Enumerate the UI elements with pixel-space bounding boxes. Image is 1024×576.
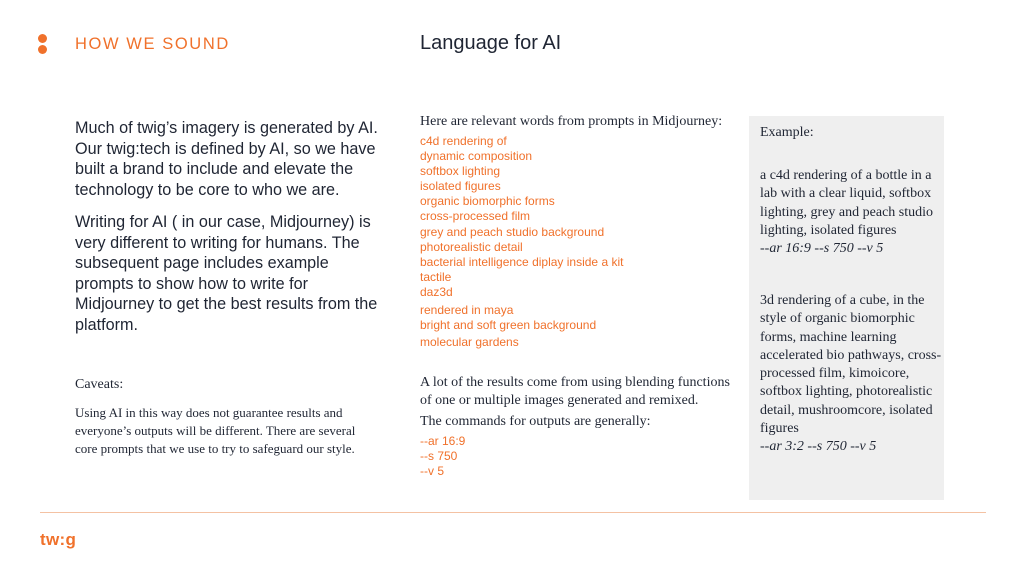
page-title: Language for AI [420, 32, 562, 54]
example-panel [749, 116, 944, 500]
command-item: --v 5 [420, 464, 444, 478]
caveats-body: Using AI in this way does not guarantee results and everyone’s outputs will be different. There are several core prompts that we use to try to safeguard our style. [75, 405, 356, 456]
brand-dots-icon [38, 34, 47, 54]
intro-paragraph-2: Writing for AI ( in our case, Midjourney) is very different to writing for humans. The subsequent page includes example prompts to show how to write for Midjourney to get the best results from the platform. [75, 213, 378, 334]
keyword-list [420, 134, 623, 350]
command-item: --s 750 [420, 449, 458, 463]
keyword-item: daz3d [420, 284, 453, 299]
command-list [420, 434, 465, 479]
keyword-item: cross-processed film [420, 209, 531, 224]
command-item: --ar 16:9 [420, 434, 466, 448]
commands-intro: The commands for outputs are generally: [420, 414, 651, 429]
example-prompt-2-params: --ar 3:2 --s 750 --v 5 [760, 439, 877, 455]
intro-paragraph-1: Much of twig’s imagery is generated by AI. Our twig:tech is defined by AI, so we have built a brand to include and elevate the technology to be core to who we are. [75, 119, 378, 199]
footer-logo: tw:g [40, 530, 77, 549]
keyword-item: c4d rendering of [420, 134, 507, 148]
intro-text [75, 118, 385, 335]
keywords-intro: Here are relevant words from prompts in Midjourney: [420, 114, 723, 129]
keyword-item: softbox lighting [420, 164, 501, 179]
keyword-item: bright and soft green background [420, 317, 597, 332]
example-heading: Example: [760, 125, 814, 140]
blending-text: A lot of the results come from using blending functions of one or multiple images generated and remixed. [420, 375, 730, 408]
footer-divider [40, 512, 986, 513]
keyword-item: tactile [420, 269, 452, 284]
section-label: HOW WE SOUND [75, 35, 230, 53]
keyword-item: dynamic composition [420, 149, 533, 164]
caveats-heading: Caveats: [75, 377, 124, 392]
keyword-item: bacterial intelligence diplay inside a kit [420, 254, 624, 269]
example-prompt-2 [760, 292, 942, 457]
example-prompt-1-text: a c4d rendering of a bottle in a lab with a clear liquid, softbox lighting, grey and peach studio lighting, isolated figures [760, 168, 934, 238]
keyword-item: photorealistic detail [420, 239, 523, 254]
keyword-item: rendered in maya [420, 302, 514, 317]
example-prompt-2-text: 3d rendering of a cube, in the style of organic biomorphic forms, machine learning accelerated bio pathways, cross-processed film, kimoicore, softbox lighting, photorealistic detail, mushroomcore, isolated figures [760, 293, 942, 437]
keyword-item: isolated figures [420, 179, 501, 194]
example-prompt-1-params: --ar 16:9 --s 750 --v 5 [760, 241, 884, 257]
keyword-item: organic biomorphic forms [420, 194, 555, 209]
keyword-item: grey and peach studio background [420, 224, 605, 239]
keyword-item: molecular gardens [420, 335, 519, 350]
example-prompt-1 [760, 167, 942, 258]
